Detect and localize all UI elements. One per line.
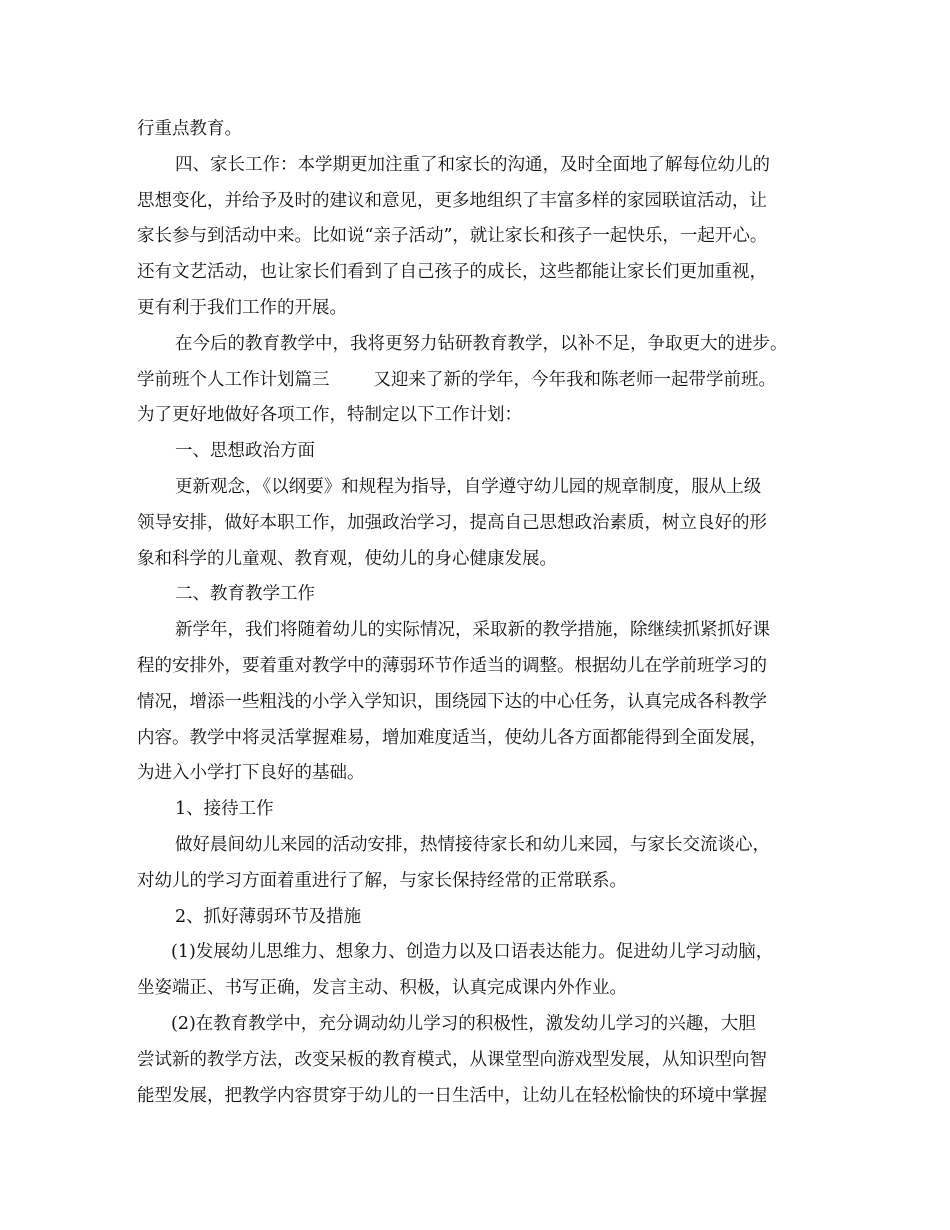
paragraph-ideology: 更新观念，《以纲要》和规程为指导，自学遵守幼儿园的规章制度，服从上级 (175, 476, 762, 497)
text-line: 领导安排，做好本职工作，加强政治学习，提高自己思想政治素质，树立良好的形 (137, 512, 767, 533)
paragraph-future: 在今后的教育教学中，我将更努力钻研教育教学，以补不足，争取更大的进步。 (175, 333, 788, 354)
text-line: 还有文艺活动，也让家长们看到了自己孩子的成长，这些都能让家长们更加重视， (137, 262, 767, 283)
section-title: 学前班个人工作计划篇三 (137, 369, 330, 390)
heading-teaching: 二、教育教学工作 (175, 584, 315, 605)
text-line: 内容。教学中将灵活掌握难易，增加难度适当，使幼儿各方面都能得到全面发展， (137, 727, 767, 748)
text-line: 坐姿端正、书写正确，发言主动、积极，认真完成课内外作业。 (137, 978, 627, 999)
text-line: 对幼儿的学习方面着重进行了解，与家长保持经常的正常联系。 (137, 870, 627, 891)
paragraph-item-1: (1)发展幼儿思维力、想象力、创造力以及口语表达能力。促进幼儿学习动脑， (171, 942, 774, 963)
text-line: 行重点教育。 (137, 119, 242, 139)
heading-reception: 1、接待工作 (175, 799, 274, 820)
paragraph-item-2: (2)在教育教学中，充分调动幼儿学习的积极性，激发幼儿学习的兴趣，大胆 (171, 1013, 756, 1034)
text-line: 更有利于我们工作的开展。 (137, 297, 347, 318)
document-body (137, 112, 827, 1114)
text-line: 为进入小学打下良好的基础。 (137, 763, 365, 784)
paragraph-reception: 做好晨间幼儿来园的活动安排，热情接待家长和幼儿来园，与家长交流谈心， (175, 834, 770, 855)
text-line: 象和科学的儿童观、教育观，使幼儿的身心健康发展。 (137, 548, 557, 569)
paragraph-parent-work: 四、家长工作：本学期更加注重了和家长的沟通，及时全面地了解每位幼儿的 (175, 154, 770, 175)
text-line: 尝试新的教学方法，改变呆板的教育模式，从课堂型向游戏型发展，从知识型向智 (137, 1049, 767, 1070)
text-line: 程的安排外，要着重对教学中的薄弱环节作适当的调整。根据幼儿在学前班学习的 (137, 655, 767, 676)
paragraph-teaching: 新学年，我们将随着幼儿的实际情况，采取新的教学措施，除继续抓紧抓好课 (175, 620, 770, 641)
heading-ideology: 一、思想政治方面 (175, 441, 315, 462)
text-line-with-heading (137, 363, 827, 399)
text-line: 思想变化，并给予及时的建议和意见，更多地组织了丰富多样的家园联谊活动，让 (137, 190, 767, 211)
text-line: 能型发展，把教学内容贯穿于幼儿的一日生活中，让幼儿在轻松愉快的环境中掌握 (137, 1085, 767, 1106)
heading-weak-links: 2、抓好薄弱环节及措施 (175, 906, 362, 927)
text-line: 为了更好地做好各项工作，特制定以下工作计划： (137, 405, 522, 426)
text-line: 家长参与到活动中来。比如说“亲子活动”，就让家长和孩子一起快乐，一起开心。 (137, 226, 768, 247)
text-line: 情况，增添一些粗浅的小学入学知识，围绕园下达的中心任务，认真完成各科教学 (137, 691, 767, 712)
section-intro: 又迎来了新的学年，今年我和陈老师一起带学前班。 (373, 369, 776, 390)
